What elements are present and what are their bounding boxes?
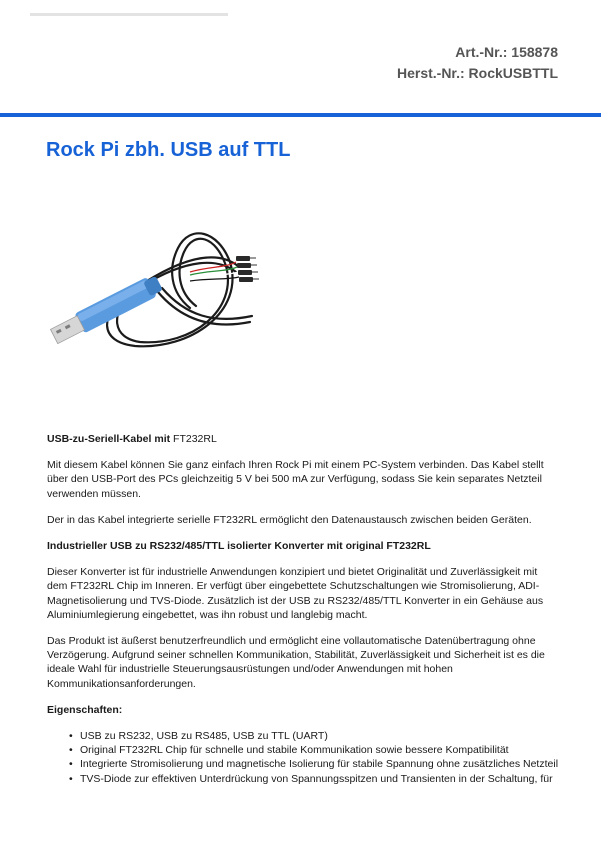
article-numbers bbox=[397, 42, 558, 84]
manufacturer-number: Herst.-Nr.: RockUSBTTL bbox=[396, 65, 558, 81]
intro-paragraph-1: Mit diesem Kabel können Sie ganz einfach Ihren Rock Pi mit einem PC-System verbinden. Das Kabel stellt über den USB-Port des PCs gleichzeitig 5 V bei 500 mA zur Verfügung, sodass Sie kein separates Netzteil verwenden müssen. bbox=[47, 459, 544, 500]
list-item: • USB zu RS232, USB zu RS485, USB zu TTL (UART) bbox=[80, 729, 559, 743]
intro-paragraph-2: Der in das Kabel integrierte serielle FT232RL ermöglicht den Datenaustausch zwischen beiden Geräten. bbox=[47, 513, 532, 526]
intro-heading-chip: FT232RL bbox=[170, 433, 217, 445]
intro-heading-bold: USB-zu-Seriell-Kabel mit bbox=[47, 433, 171, 445]
section-paragraph-2: Das Produkt ist äußerst benutzerfreundlich und ermöglicht eine vollautomatische Datenübertragung ohne Verzögerung. Aufgrund seiner schnellen Kommunikation, Stabilität, Zuverlässigkeit und Sicherheit ist es die ideale Wahl für industrielle Steuerungsausrüstungen und/oder Anwendungen mit hohen Kommunikationsanforderungen. bbox=[47, 635, 545, 690]
top-divider bbox=[30, 13, 228, 16]
page-title: Rock Pi zbh. USB auf TTL bbox=[46, 139, 291, 161]
usb-ttl-cable-image bbox=[40, 222, 265, 352]
header-accent-bar bbox=[0, 113, 601, 117]
list-item: • Integrierte Stromisolierung und magnetische Isolierung für stabile Spannung ohne zusätzliches Netzteil bbox=[80, 757, 559, 771]
list-item: • TVS-Diode zur effektiven Unterdrückung von Spannungsspitzen und Transienten in der Schaltung, für bbox=[80, 772, 559, 786]
section-heading: Industrieller USB zu RS232/485/TTL isolierter Konverter mit original FT232RL bbox=[47, 540, 431, 553]
features-list bbox=[47, 729, 559, 786]
section-paragraph-1: Dieser Konverter ist für industrielle Anwendungen konzipiert und bietet Originalität und Zuverlässigkeit mit dem FT232RL Chip im Inneren. Er verfügt über eingebettete Schutzschaltungen wie Stromisolierung, ADI-Magnetisolierung und TVS-Diode. Zusätzlich ist der USB zu RS232/485/TTL Konverter in ein Gehäuse aus Aluminiumlegierung eingebettet, was ihn robust und langlebig macht. bbox=[47, 566, 544, 621]
list-item: • Original FT232RL Chip für schnelle und stabile Kommunikation sowie bessere Kompatibilität bbox=[80, 743, 559, 757]
intro-heading bbox=[47, 432, 559, 446]
article-number: Art.-Nr.: 158878 bbox=[455, 44, 558, 60]
features-heading: Eigenschaften: bbox=[47, 703, 123, 716]
description bbox=[47, 432, 559, 786]
